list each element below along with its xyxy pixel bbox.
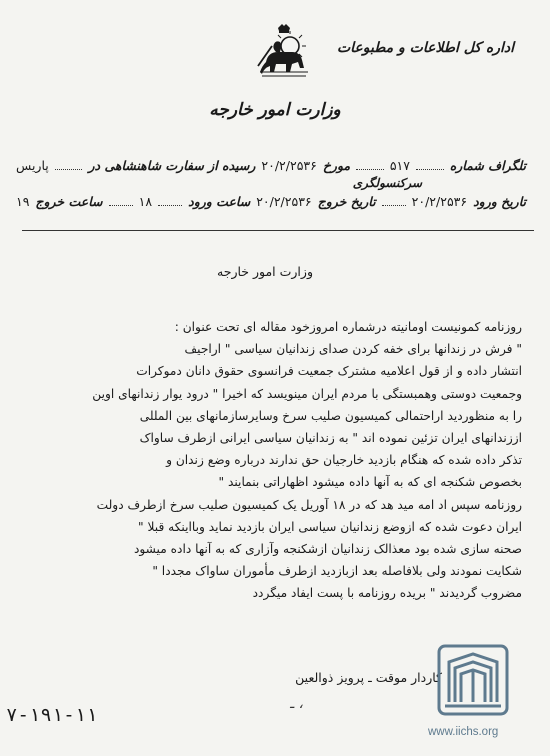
letter-line: صحنه سازی شده بود معذالک زندانیان ازشکنجه وآزاری که به آنها داده میشود xyxy=(133,542,522,557)
watermark-url: www.iichs.org xyxy=(428,726,499,738)
telegram-times-line xyxy=(16,194,526,209)
header-divider xyxy=(22,230,534,231)
letter-line: انتشار داده و از قول اعلامیه مشترک جمعیت فرانسوی حقوق دانان دموکرات xyxy=(136,364,522,379)
telegram-date-label: مورخ xyxy=(322,158,351,173)
arrival-time-value: ۱۸ xyxy=(138,194,153,209)
archive-number: ۷-۱۹۱-۱۱ xyxy=(6,704,98,726)
letter-closing-signature: کاردار موقت ـ پرویز ذوالعین xyxy=(295,670,442,685)
telegram-received-value: پاریس xyxy=(16,158,49,173)
arrival-date-value: ۲۰/۲/۲۵۳۶ xyxy=(411,194,468,209)
arrival-date-label: تاریخ ورود xyxy=(473,194,526,209)
letter-line: تذکر داده شده که هنگام بازدید خارجیان حق ندارند درباره وضع زندان و xyxy=(166,453,522,468)
letter-line: وجمعیت دوستی وهمبستگی با مردم ایران مینویسد که اخیرا " درود یوار زندانهای اوین xyxy=(92,386,522,401)
telegram-date-value: ۲۰/۲/۲۵۳۶ xyxy=(261,158,317,173)
letter-salutation: وزارت امور خارجه xyxy=(217,264,313,279)
lion-and-sun-emblem-icon xyxy=(252,22,316,84)
letter-line: " فرش در زندانها برای خفه کردن صدای زندانیان سیاسی " اراجیف xyxy=(184,342,522,357)
departure-time-value: ۱۹ xyxy=(15,194,30,209)
department-title: اداره کل اطلاعات و مطبوعات xyxy=(336,40,514,56)
departure-date-label: تاریخ خروج xyxy=(317,194,376,209)
telegram-number-label: تلگراف شماره xyxy=(449,158,526,173)
departure-date-value: ۲۰/۲/۲۵۳۶ xyxy=(256,194,312,209)
handwritten-mark: ـ ، xyxy=(290,696,304,712)
letter-line: ایران دعوت شده که ازوضع زندانیان سیاسی ایران بازدید نماید وبااینکه قبلا " xyxy=(138,519,522,534)
letter-line: بخصوص شکنجه ای که به آنها داده میشود اظهاراتی بنمایند " xyxy=(218,475,522,490)
letter-line: روزنامه سپس اد امه مید هد که در ۱۸ آوریل یک کمیسیون صلیب سرخ ازطرف دولت xyxy=(96,497,522,512)
telegram-number-line xyxy=(16,158,526,173)
ministry-title: وزارت امور خارجه xyxy=(209,100,341,120)
letter-line: اززندانهای ایران تزئین نموده اند " به زندانیان سیاسی ایرانی ازطرف ساواک xyxy=(139,431,522,446)
letter-line: روزنامه کمونیست اومانیته درشماره امروزخود مقاله ای تحت عنوان : xyxy=(174,320,522,334)
iichs-book-logo-icon xyxy=(433,640,513,720)
letter-line: شکایت نمودند ولی بلافاصله بعد ازبازدید ازطرف مأموران ساواک مجددا " xyxy=(152,564,522,579)
arrival-time-label: ساعت ورود xyxy=(188,194,251,209)
telegram-number-value: ۵۱۷ xyxy=(389,158,410,173)
consulate-label: سرکنسولگری xyxy=(352,176,422,190)
telegram-received-label: رسیده از سفارت شاهنشاهی در xyxy=(88,158,256,173)
letter-line: را به منظوردید اراحتمالی کمیسیون صلیب سرخ وسایرسازمانهای بین المللی xyxy=(139,408,522,423)
letter-line: مضروب گردیدند " بریده روزنامه با پست ایفاد میگردد xyxy=(252,586,522,601)
departure-time-label: ساعت خروج xyxy=(35,194,103,209)
letter-body xyxy=(28,316,522,605)
